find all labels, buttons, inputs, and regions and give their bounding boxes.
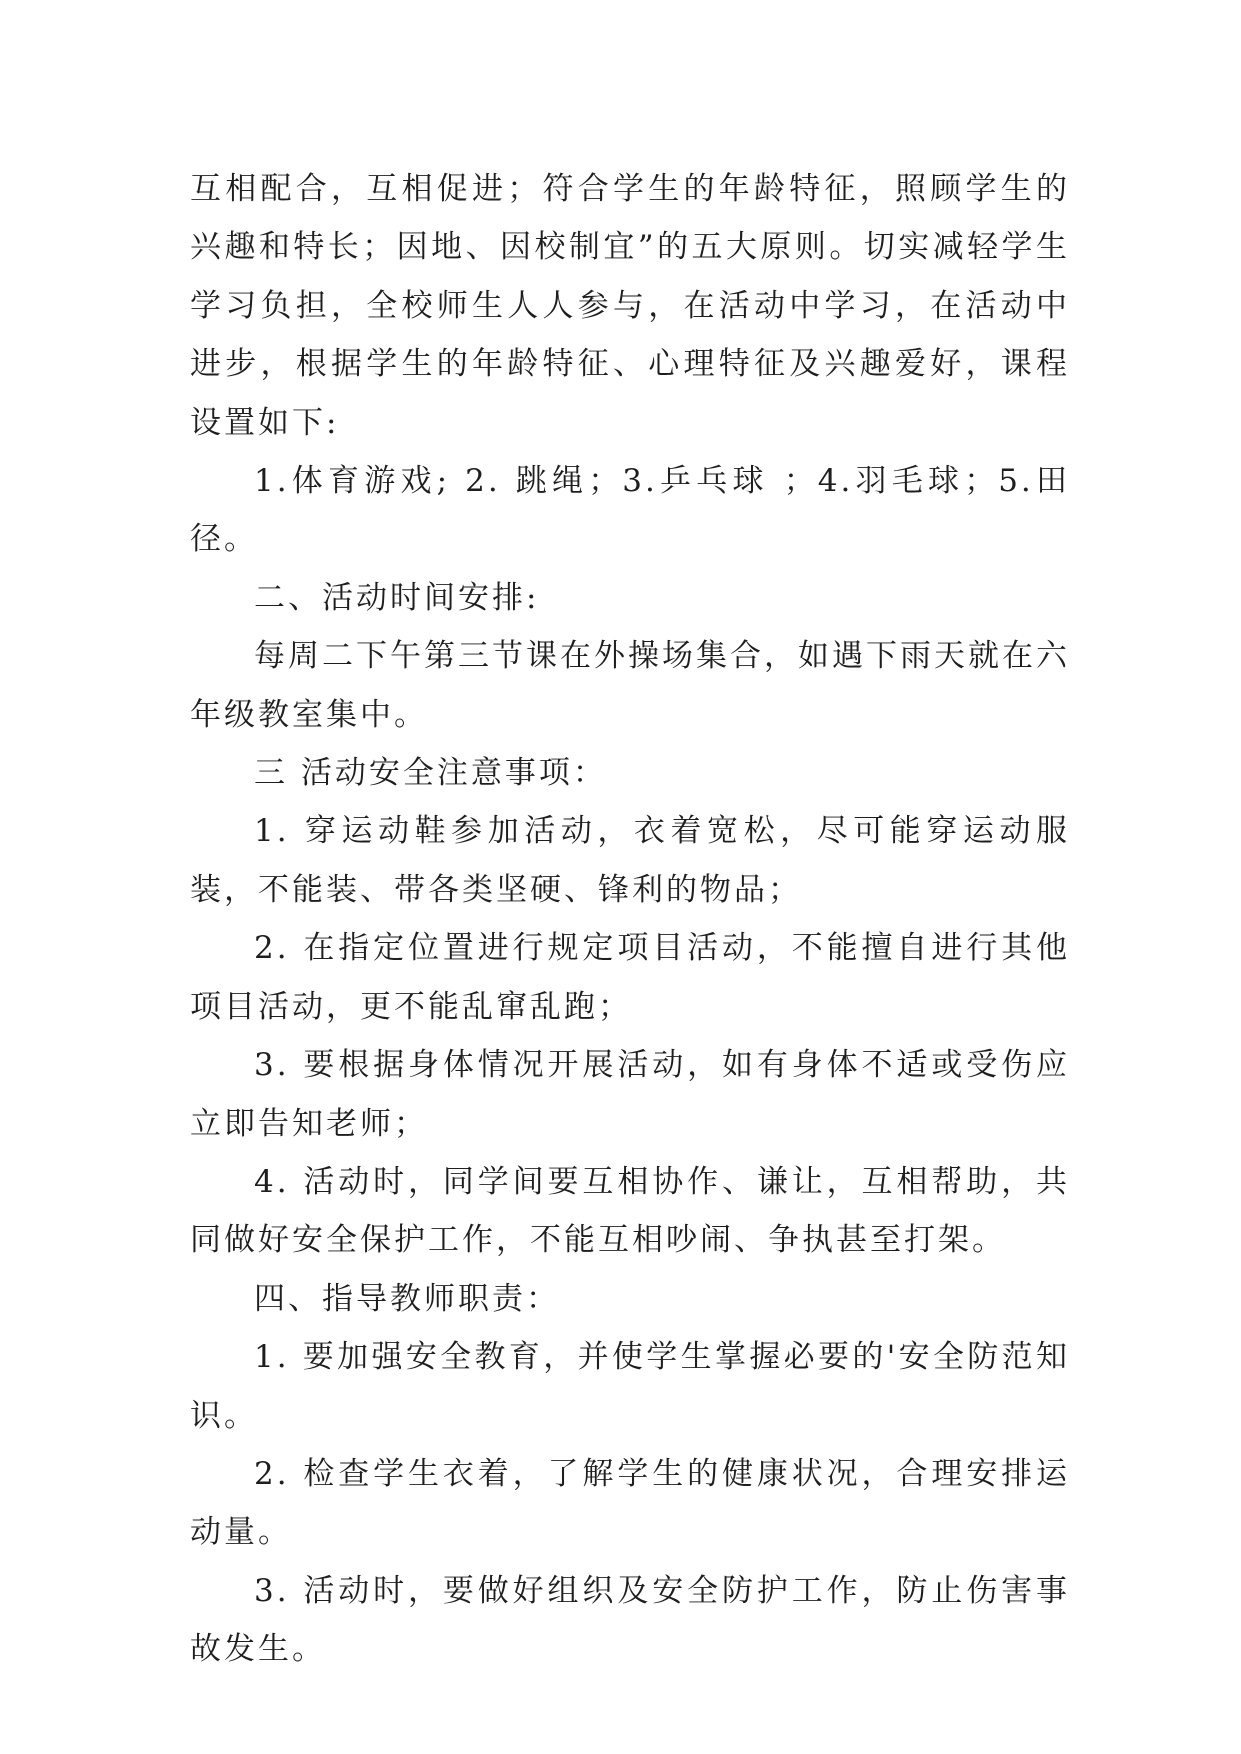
duty-item-2: 2. 检查学生衣着，了解学生的健康状况，合理安排运动量。: [190, 1455, 1070, 1551]
section-heading-safety: 三 活动安全注意事项：: [254, 755, 607, 792]
safety-item-2: 2. 在指定位置进行规定项目活动，不能擅自进行其他项目活动，更不能乱窜乱跑；: [190, 930, 1070, 1025]
section-heading-schedule: 二、活动时间安排:: [254, 579, 540, 616]
duty-item-3: 3. 活动时，要做好组织及安全防护工作，防止伤害事故发生。: [190, 1572, 1070, 1668]
section-heading-teacher-duties: 四、指导教师职责：: [254, 1280, 560, 1317]
paragraph-intro: 互相配合，互相促进；符合学生的年龄特征，照顾学生的兴趣和特长；因地、因校制宜”的五大原则。切实减轻学生学习负担，全校师生人人参与，在活动中学习，在活动中进步，根据学生的年龄特征、心理特征及兴趣爱好，课程设置如下:: [190, 171, 1070, 441]
document-body: [190, 160, 1070, 1679]
safety-item-3: 3. 要根据身体情况开展活动，如有身体不适或受伤应立即告知老师；: [190, 1047, 1070, 1142]
safety-item-1: 1. 穿运动鞋参加活动，衣着宽松，尽可能穿运动服装，不能装、带各类坚硬、锋利的物品；: [190, 813, 1070, 908]
paragraph-schedule: 每周二下午第三节课在外操场集合，如遇下雨天就在六年级教室集中。: [190, 638, 1070, 733]
duty-item-1: 1. 要加强安全教育，并使学生掌握必要的'安全防范知识。: [190, 1339, 1070, 1434]
paragraph-course-list: 1.体育游戏; 2. 跳绳；3.乒乓球 ；4.羽毛球；5.田径。: [190, 463, 1070, 558]
safety-item-4: 4. 活动时，同学间要互相协作、谦让，互相帮助，共同做好安全保护工作，不能互相吵闹、争执甚至打架。: [190, 1163, 1070, 1259]
